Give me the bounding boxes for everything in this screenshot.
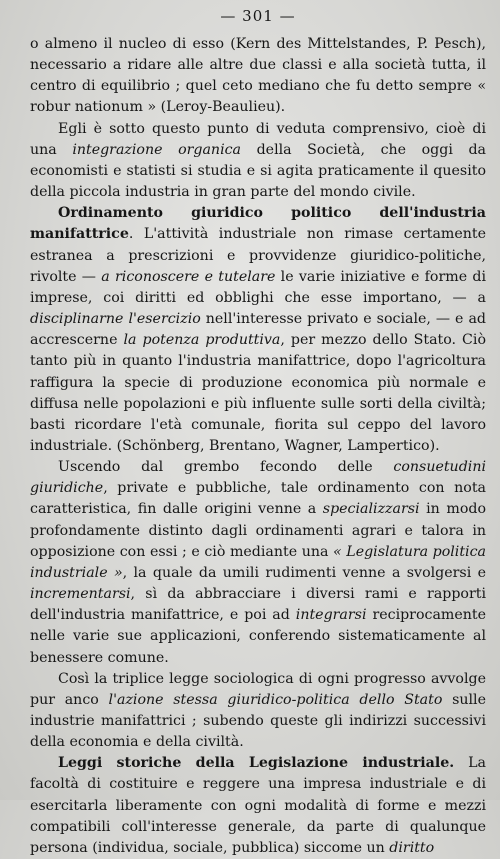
italic-text: diritto [389,839,435,856]
paragraph [30,203,486,457]
bold-heading-text: Ordinamento giuridico politico dell'industria manifattrice [30,205,486,243]
bold-heading-text: Leggi storiche della Legislazione industriale. [58,755,455,772]
text-run: Così la triplice legge sociologica di ogni progresso avvolge pur anco [30,670,486,708]
text-run: sulle industrie manifattrici ; subendo queste gli indirizzi successivi della economia e della civiltà. [30,691,486,751]
italic-text: l'azione stessa giuridico-politica dello Stato [108,691,443,708]
text-run: in modo profondamente distinto dagli ordinamenti agrari e talora in opposizione con essi ; e ciò mediante una [30,501,486,560]
paragraph [30,753,486,859]
text-run: della Società, che oggi da economisti e statisti si studia e si agita praticamente il quesito della piccola industria in gran parte del mondo civile. [30,141,486,201]
text-run: , private e pubbliche, tale ordinamento con nota caratteristica, fin dalle origini venne a [30,480,486,518]
paragraph [30,669,486,754]
text-run: Uscendo dal grembo fecondo delle [58,459,394,476]
text-run: reciprocamente nelle varie sue applicazioni, conferendo sistematicamente al benessere comune. [30,607,486,666]
italic-text: « Legislatura politica industriale » [30,543,486,581]
body-text [30,34,486,859]
italic-text: specializzarsi [322,501,420,518]
paragraph [30,34,486,119]
text-run: , la quale da umili rudimenti venne a svolgersi e [122,564,486,581]
text-run: , sì da abbracciare i diversi rami e rapporti dell'industria manifattrice, e poi ad [30,586,486,624]
text-run: o almeno il nucleo di esso (Kern des Mittelstandes, P. Pesch), necessario a ridare alle altre due classi e alla società tutta, il centro di equilibrio ; quel ceto mediano che fu detto sempre « robur nationum » (Leroy-Beaulieu). [30,36,486,116]
text-run: nell'interesse privato e sociale, — e ad accrescerne [30,311,486,349]
italic-text: integrarsi [295,607,367,624]
italic-text: disciplinarne l'esercizio [30,311,201,328]
italic-text: integrazione organica [72,141,242,158]
italic-text: la potenza produttiva [123,332,281,349]
text-run: La facoltà di costituire e reggere una impresa industriale e di esercitarla liberamente con ogni modalità di forme e mezzi compatibili coll'interesse generale, da parte di qualunque persona (individua, sociale, pubblica) siccome un [30,755,486,856]
text-run: Egli è sotto questo punto di veduta comprensivo, cioè di una [30,120,486,158]
paragraph [30,457,486,669]
paragraph [30,119,486,204]
italic-text: incrementarsi [30,586,131,603]
text-run: , per mezzo dello Stato. Ciò tanto più in quanto l'industria manifattrice, dopo l'agricoltura raffigura la specie di produzione economica più normale e diffusa nelle popolazioni e più influente sulle sorti della civiltà; basti ricordare l'età comunale, fiorita sul ceppo del lavoro industriale. (Schönberg, Brentano, Wagner, Lampertico). [30,332,486,454]
text-run: le varie iniziative e forme di imprese, coi diritti ed obblighi che esse importano, — a [30,268,486,306]
italic-text: a riconoscere e tutelare [101,268,276,285]
italic-text: consuetudini giuridiche [30,459,486,497]
text-run: . L'attività industriale non rimase certamente estranea a prescrizioni e provvidenze giuridico-politiche, rivolte — [30,226,486,285]
page-number: — 301 — [220,7,296,25]
